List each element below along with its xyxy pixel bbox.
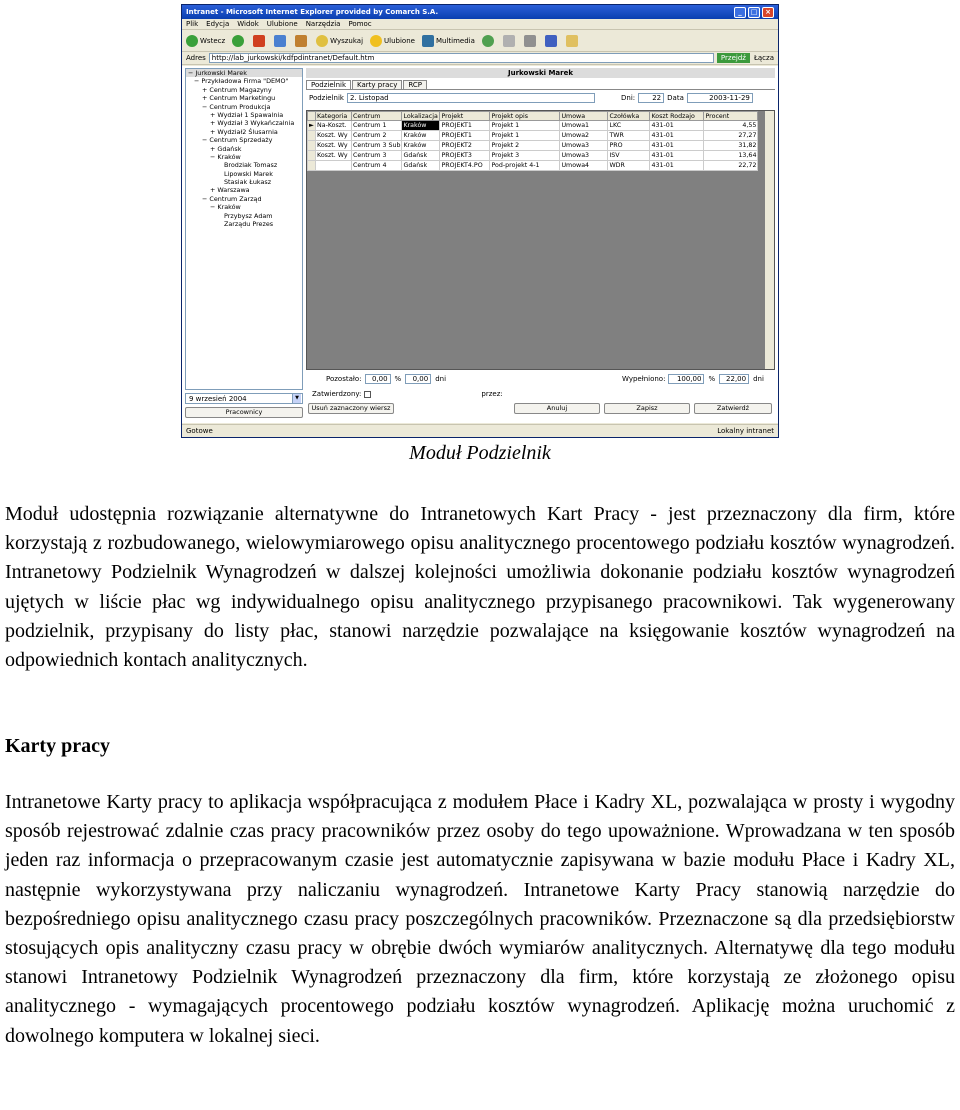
- home-button[interactable]: [295, 35, 309, 47]
- row-header-corner: [308, 112, 316, 121]
- przez-label: przez:: [481, 390, 503, 398]
- refresh-button[interactable]: [274, 35, 288, 47]
- pct-unit: %: [708, 375, 716, 383]
- table-cell[interactable]: Projekt 1: [490, 131, 560, 141]
- data-field[interactable]: 2003-11-29: [687, 93, 753, 103]
- table-cell[interactable]: PROJEKT2: [440, 141, 490, 151]
- back-button[interactable]: [186, 35, 225, 47]
- status-bar: [182, 424, 778, 437]
- tab-podzielnik[interactable]: Podzielnik: [306, 80, 351, 89]
- address-bar: [182, 52, 778, 65]
- table-header-row: [308, 112, 758, 121]
- table-cell[interactable]: Centrum 3 Sub: [353, 142, 401, 149]
- podzielnik-panel: [306, 68, 775, 420]
- print-button[interactable]: [524, 35, 538, 47]
- menu-favorites[interactable]: Ulubione: [266, 20, 298, 28]
- table-cell[interactable]: Pod-projekt 4-1: [490, 161, 560, 171]
- table-row[interactable]: [308, 161, 758, 171]
- folder-button[interactable]: [566, 35, 580, 47]
- mail-icon: [503, 35, 515, 47]
- row-header: [308, 131, 316, 141]
- stop-icon: [253, 35, 265, 47]
- page-content: [182, 66, 778, 423]
- pozostalo-label: Pozostało:: [326, 375, 362, 383]
- tree-node[interactable]: Stasiak Łukasz: [224, 178, 272, 187]
- pct-unit: %: [394, 375, 402, 383]
- table-cell[interactable]: Umowa3: [560, 141, 608, 151]
- table-cell[interactable]: Koszt. Wy: [316, 131, 352, 141]
- employee-header: Jurkowski Marek: [306, 68, 775, 78]
- row-header: [308, 141, 316, 151]
- tree-node[interactable]: Lipowski Marek: [224, 169, 273, 178]
- dni-label: Dni:: [621, 94, 636, 102]
- table-cell[interactable]: [316, 161, 352, 171]
- vertical-scrollbar[interactable]: [765, 111, 774, 369]
- table-cell[interactable]: 4,55: [704, 121, 758, 131]
- podzielnik-label: Podzielnik: [308, 94, 344, 102]
- window-titlebar: [182, 5, 778, 19]
- dni-field[interactable]: 22: [638, 93, 664, 103]
- zatwierdzony-label: Zatwierdzony:: [312, 390, 362, 398]
- table-cell[interactable]: Projekt 2: [490, 141, 560, 151]
- refresh-icon: [274, 35, 286, 47]
- table-cell[interactable]: Umowa2: [560, 131, 608, 141]
- tree-node[interactable]: Brodziak Tomasz: [224, 161, 278, 170]
- table-cell[interactable]: Centrum 3: [352, 151, 402, 161]
- table-row[interactable]: [308, 151, 758, 161]
- minimize-button[interactable]: _: [734, 7, 746, 18]
- org-tree: [185, 68, 303, 390]
- table-cell[interactable]: Koszt. Wy: [316, 151, 352, 161]
- media-icon: [422, 35, 434, 47]
- print-icon: [524, 35, 536, 47]
- approval-row: [306, 388, 775, 400]
- table-cell[interactable]: Umowa1: [560, 121, 608, 131]
- tree-node[interactable]: + Wydział 1 Spawalnia: [210, 110, 284, 119]
- table-cell[interactable]: ISV: [608, 151, 650, 161]
- table-row[interactable]: [308, 121, 758, 131]
- dni-unit: dni: [435, 375, 447, 383]
- row-header: [308, 161, 316, 171]
- table-cell[interactable]: 31,82: [704, 141, 758, 151]
- search-label: Wyszukaj: [330, 36, 364, 45]
- table-cell[interactable]: Projekt 1: [490, 121, 560, 131]
- folder-icon: [566, 35, 578, 47]
- table-cell[interactable]: WDR: [608, 161, 650, 171]
- table-cell[interactable]: Projekt 3: [490, 151, 560, 161]
- media-button[interactable]: [422, 35, 475, 47]
- wypelniono-pct-field: 100,00: [668, 374, 704, 384]
- table-cell[interactable]: PROJEKT4.PO: [440, 161, 490, 171]
- app-screenshot: [181, 4, 779, 438]
- table-cell[interactable]: Kraków: [402, 141, 440, 151]
- browser-toolbar: [182, 30, 778, 52]
- tree-node[interactable]: Przybysz Adam: [224, 211, 273, 220]
- media-label: Multimedia: [435, 36, 475, 45]
- menu-file[interactable]: Plik: [186, 20, 199, 28]
- table-cell[interactable]: PROJEKT1: [440, 131, 490, 141]
- table-cell[interactable]: 22,72: [704, 161, 758, 171]
- forward-button[interactable]: [232, 35, 246, 47]
- maximize-button[interactable]: □: [748, 7, 760, 18]
- search-icon: [316, 35, 328, 47]
- table-cell[interactable]: 27,27: [704, 131, 758, 141]
- column-header[interactable]: Umowa: [560, 112, 608, 121]
- filter-row: [306, 92, 775, 104]
- back-arrow-icon: [186, 35, 198, 47]
- table-cell[interactable]: TWR: [608, 131, 650, 141]
- close-button[interactable]: ×: [762, 7, 774, 18]
- column-header[interactable]: Koszt Rodzajo: [650, 112, 704, 121]
- row-pointer-icon: ►: [309, 122, 314, 129]
- wypelniono-dni-field: 22,00: [719, 374, 749, 384]
- address-label: Adres: [186, 54, 206, 62]
- column-header[interactable]: Lokalizacja: [402, 112, 440, 121]
- data-label: Data: [667, 94, 684, 102]
- address-input[interactable]: http://lab_jurkowski/kdfpdintranet/Default.htm: [209, 53, 714, 63]
- table-cell[interactable]: LKC: [608, 121, 650, 131]
- karty-pracy-paragraph: Intranetowe Karty pracy to aplikacja współpracująca z modułem Płace i Kadry XL, pozwalająca w prosty i wygodny sposób rejestrować zdalnie czas pracy pracowników przez osoby do tego upoważnione. Wprowadzana w ten sposób jeden raz informacja o przepracowanym czasie jest automatycznie zapisywana w bazie modułu Płace i Kadry XL, następnie wykorzystywana przy naliczaniu wynagrodzeń. Intranetowe Karty Pracy stanowią narzędzie do bezpośredniego opisu analitycznego czasu pracy poszczególnych pracowników. Przeznaczone są dla przedsiębiorstw stosujących opis analityczny czasu pracy w obrębie dwóch wymiarów analitycznych. Alternatywę dla tego modułu stanowi Intranetowy Podzielnik Wynagrodzeń przeznaczony dla firm, które korzystają ze złożonego opisu analitycznego - wymagających procentowego podziału kosztów wynagrodzeń. Aplikację można uruchomić z dowolnego komputera w lokalnej sieci.: [5, 791, 955, 1047]
- tree-node[interactable]: + Wydział2 Ślusarnia: [210, 127, 278, 136]
- table-cell[interactable]: Centrum 2: [352, 131, 402, 141]
- section-heading: Karty pracy: [5, 735, 110, 757]
- tree-node[interactable]: − Przykładowa Firma "DEMO": [194, 77, 289, 86]
- table-cell[interactable]: Centrum 4: [352, 161, 402, 171]
- edit-button[interactable]: [545, 35, 559, 47]
- mail-button[interactable]: [503, 35, 517, 47]
- column-header[interactable]: Kategoria: [316, 112, 352, 121]
- table-cell-selected[interactable]: Kraków: [402, 121, 440, 131]
- delete-row-button[interactable]: Usuń zaznaczony wiersz: [308, 403, 394, 414]
- edit-icon: [545, 35, 557, 47]
- pracownicy-button[interactable]: Pracownicy: [185, 407, 303, 418]
- allocation-grid: [306, 110, 775, 370]
- save-button[interactable]: Zapisz: [604, 403, 690, 414]
- tab-bar: [306, 80, 775, 90]
- home-icon: [295, 35, 307, 47]
- tree-node[interactable]: − Centrum Sprzedaży: [202, 136, 273, 145]
- stop-button[interactable]: [253, 35, 267, 47]
- column-header[interactable]: Czołówka: [608, 112, 650, 121]
- table-cell[interactable]: PROJEKT3: [440, 151, 490, 161]
- go-button[interactable]: Przejdź: [717, 53, 750, 63]
- table-cell[interactable]: Umowa4: [560, 161, 608, 171]
- menu-bar: [182, 19, 778, 30]
- tree-node[interactable]: + Gdańsk: [210, 144, 242, 153]
- links-label[interactable]: Łącza: [753, 54, 774, 62]
- table-row[interactable]: [308, 141, 758, 151]
- column-header[interactable]: Procent: [704, 112, 758, 121]
- table-cell[interactable]: 13,64: [704, 151, 758, 161]
- tree-node[interactable]: − Kraków: [210, 203, 241, 212]
- tab-karty-pracy[interactable]: Karty pracy: [352, 80, 402, 89]
- table-cell[interactable]: 431-01: [650, 161, 704, 171]
- column-header[interactable]: Projekt opis: [490, 112, 560, 121]
- column-header[interactable]: Centrum: [352, 112, 402, 121]
- date-picker[interactable]: [185, 393, 303, 404]
- menu-view[interactable]: Widok: [237, 20, 259, 28]
- table-cell[interactable]: 431-01: [650, 151, 704, 161]
- table-cell[interactable]: Umowa3: [560, 151, 608, 161]
- status-text: Gotowe: [186, 427, 213, 435]
- tree-node[interactable]: + Centrum Marketingu: [202, 94, 276, 103]
- table-cell[interactable]: 431-01: [650, 131, 704, 141]
- menu-edit[interactable]: Edycja: [206, 20, 230, 28]
- pozostalo-dni-field: 0,00: [405, 374, 431, 384]
- back-label: Wstecz: [200, 36, 226, 45]
- allocation-table: [307, 111, 758, 171]
- tree-node[interactable]: + Centrum Magazyny: [202, 85, 272, 94]
- menu-help[interactable]: Pomoc: [348, 20, 372, 28]
- tree-node[interactable]: − Centrum Produkcja: [202, 102, 271, 111]
- table-cell[interactable]: Koszt. Wy: [316, 141, 352, 151]
- tab-rcp[interactable]: RCP: [403, 80, 427, 89]
- intro-paragraph: Moduł udostępnia rozwiązanie alternatywne do Intranetowych Kart Pracy - jest przeznaczony dla firm, które korzystają z rozbudowanego, wielowymiarowego opisu analitycznego procentowego podziału kosztów wynagrodzeń. Intranetowy Podzielnik Wynagrodzeń w dalszej kolejności umożliwia dokonanie podziału kosztów wynagrodzeń ujętych w liście płac wg indywidualnego opisu analitycznego przypisanego pracownikowi. Tak wygenerowany podzielnik, przypisany do listy płac, stanowi narzędzie pozwalające na księgowanie kosztów wynagrodzeń na odpowiednich kontach analitycznych.: [5, 503, 955, 672]
- table-cell[interactable]: PRO: [608, 141, 650, 151]
- forward-arrow-icon: [232, 35, 244, 47]
- date-value: 9 wrzesień 2004: [189, 394, 247, 403]
- table-cell[interactable]: Gdańsk: [402, 151, 440, 161]
- zatwierdzony-checkbox[interactable]: [364, 391, 371, 398]
- star-icon: [370, 35, 382, 47]
- table-cell[interactable]: Centrum 1: [352, 121, 402, 131]
- summary-row: [306, 373, 775, 385]
- dni-unit: dni: [753, 375, 764, 383]
- history-button[interactable]: [482, 35, 496, 47]
- history-icon: [482, 35, 494, 47]
- tree-node[interactable]: − Centrum Zarząd: [202, 194, 262, 203]
- zone-text: Lokalny intranet: [717, 427, 774, 435]
- table-cell[interactable]: Kraków: [402, 131, 440, 141]
- search-button[interactable]: [316, 35, 363, 47]
- cancel-button[interactable]: Anuluj: [514, 403, 600, 414]
- chevron-down-icon[interactable]: ▼: [292, 394, 301, 403]
- table-cell[interactable]: Gdańsk: [402, 161, 440, 171]
- wypelniono-label: Wypełniono:: [622, 375, 666, 383]
- tree-node[interactable]: Zarządu Prezes: [224, 220, 274, 229]
- favorites-label: Ulubione: [384, 36, 415, 45]
- figure-caption: Moduł Podzielnik: [409, 442, 551, 464]
- column-header[interactable]: Projekt: [440, 112, 490, 121]
- tree-node[interactable]: + Wydział 3 Wykańczalnia: [210, 119, 295, 128]
- table-cell[interactable]: 431-01: [650, 121, 704, 131]
- table-cell[interactable]: Na-Koszt.: [316, 121, 352, 131]
- tree-node[interactable]: − Jurkowski Marek: [186, 69, 302, 77]
- window-title: Intranet - Microsoft Internet Explorer provided by Comarch S.A.: [186, 8, 439, 16]
- menu-tools[interactable]: Narzędzia: [305, 20, 341, 28]
- tree-node[interactable]: − Kraków: [210, 152, 241, 161]
- table-row[interactable]: [308, 131, 758, 141]
- table-cell[interactable]: 431-01: [650, 141, 704, 151]
- podzielnik-select[interactable]: 2. Listopad: [347, 93, 595, 103]
- approve-button[interactable]: Zatwierdź: [694, 403, 772, 414]
- tree-node[interactable]: + Warszawa: [210, 186, 250, 195]
- pozostalo-pct-field: 0,00: [365, 374, 391, 384]
- favorites-button[interactable]: [370, 35, 415, 47]
- table-cell[interactable]: PROJEKT1: [440, 121, 490, 131]
- row-header: [308, 151, 316, 161]
